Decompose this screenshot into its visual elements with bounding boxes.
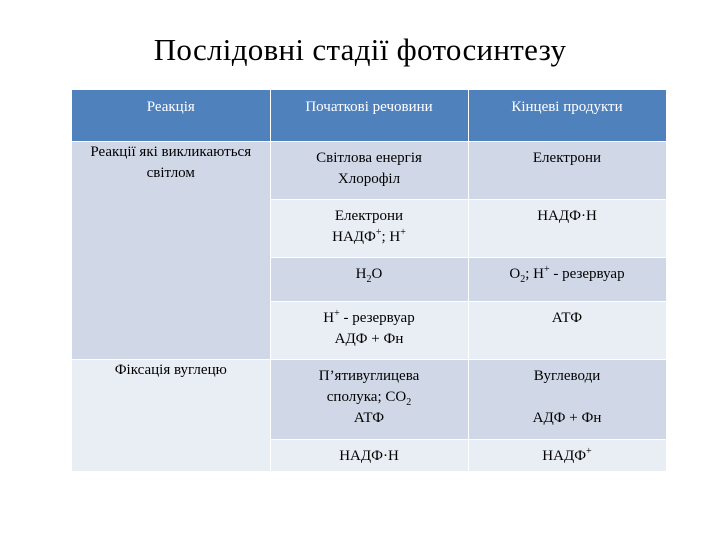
initial-cell	[270, 142, 468, 200]
table-row	[72, 142, 666, 200]
final-cell	[468, 302, 666, 360]
initial-line-formula: НАДФ+; Н+	[332, 227, 406, 245]
final-cell	[468, 200, 666, 258]
final-line: АТФ	[551, 310, 583, 326]
table-row	[72, 360, 666, 440]
slide-title: Послідовні стадії фотосинтезу	[153, 32, 567, 67]
reaction-carbon: Фіксація вуглецю	[72, 360, 270, 472]
final-line-formula: НАДФ+	[542, 446, 592, 464]
header-initial-substances: Початкові речовини	[270, 90, 468, 142]
photosynthesis-table	[72, 90, 667, 472]
initial-line: АТФ	[353, 410, 385, 426]
initial-cell	[270, 200, 468, 258]
final-line-formula: $О_2$; Н+ - резервуар	[509, 264, 625, 285]
initial-line-formula: $Н_2О$	[355, 266, 383, 285]
initial-line-formula: Н+ - резервуар	[323, 308, 415, 326]
initial-line: АДФ + Фн	[334, 331, 404, 347]
header-reaction: Реакція	[72, 90, 270, 142]
initial-line: Світлова енергія	[316, 150, 422, 166]
table-header-row	[72, 90, 666, 142]
header-final-products: Кінцеві продукти	[468, 90, 666, 142]
initial-cell	[270, 258, 468, 302]
initial-line: Електрони	[334, 208, 404, 224]
final-line: НАДФ·Н	[537, 208, 597, 224]
final-cell	[468, 440, 666, 472]
initial-line: НАДФ·Н	[339, 448, 399, 464]
final-cell	[468, 360, 666, 440]
final-line: Вуглеводи	[533, 368, 601, 384]
final-line: Електрони	[532, 150, 602, 166]
final-line: АДФ + Фн	[532, 410, 602, 426]
initial-line-formula: сполука; $СО_2$	[326, 389, 412, 408]
initial-line: Хлорофіл	[337, 171, 401, 187]
final-cell	[468, 142, 666, 200]
initial-cell	[270, 302, 468, 360]
initial-cell	[270, 440, 468, 472]
reaction-light: Реакції які викликаються світлом	[72, 142, 270, 360]
initial-cell	[270, 360, 468, 440]
final-cell	[468, 258, 666, 302]
initial-line: П’ятивуглицева	[318, 368, 420, 384]
